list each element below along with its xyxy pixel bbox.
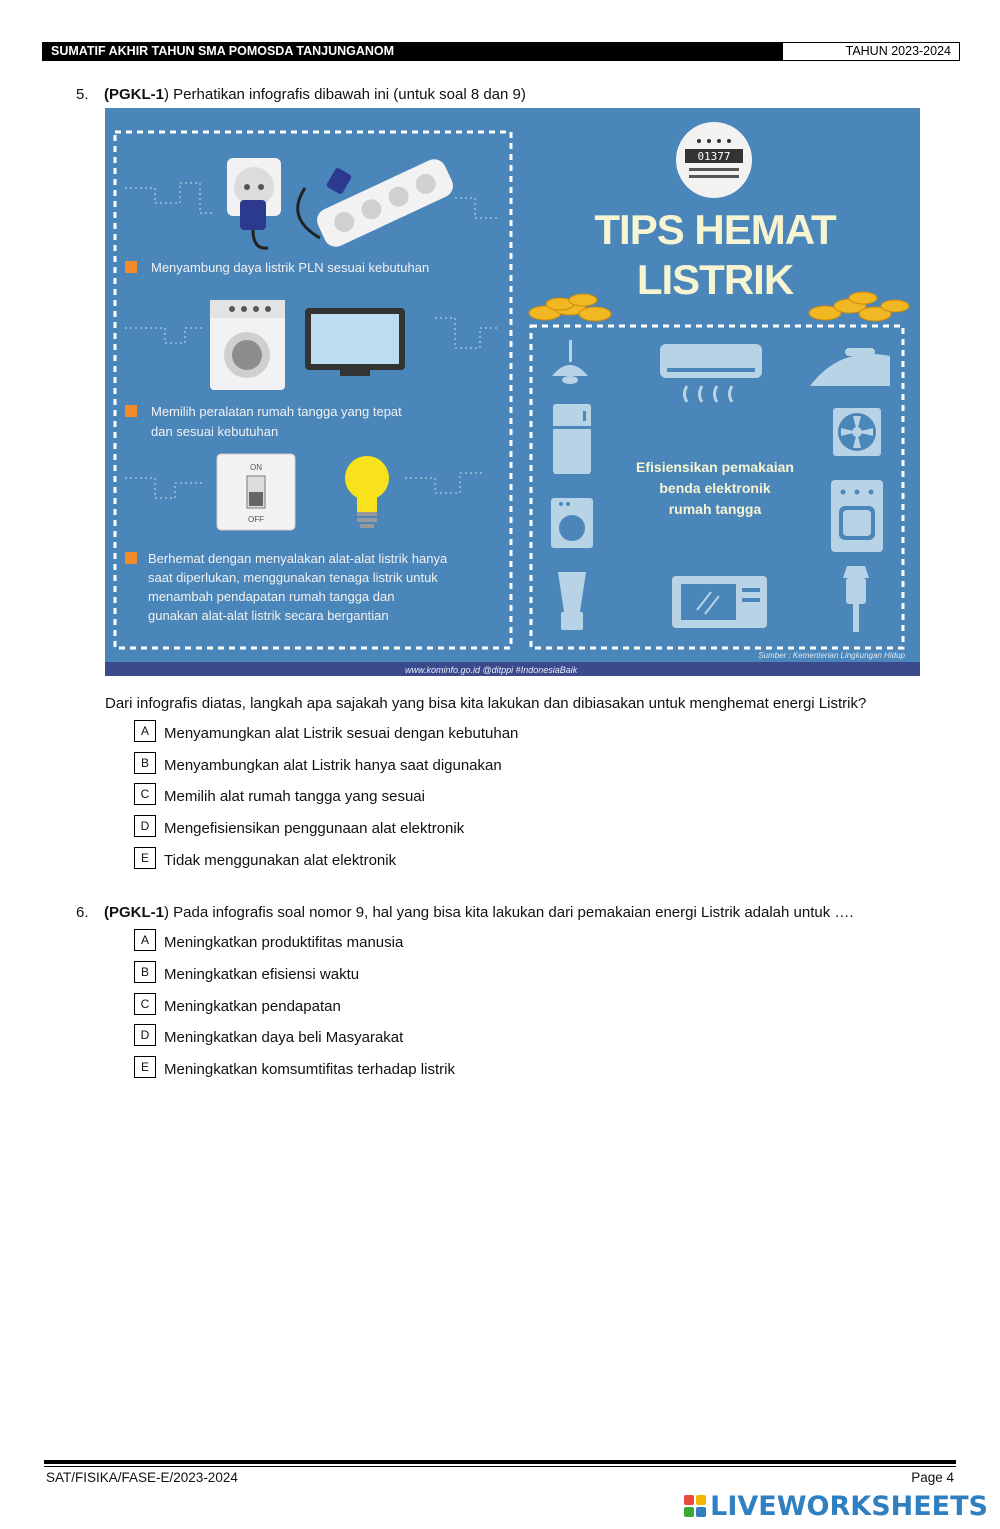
tip-2-line-1: Memilih peralatan rumah tangga yang tepat [151, 404, 402, 419]
question-6-stem [76, 903, 854, 923]
q5-option-d-box[interactable]: D [134, 815, 156, 837]
header-year: TAHUN 2023-2024 [783, 43, 959, 60]
q5-option-a[interactable] [134, 720, 518, 744]
television-icon [305, 308, 405, 376]
q6-option-c-box[interactable]: C [134, 993, 156, 1015]
footer-rule-thin [44, 1466, 956, 1467]
q5-option-b-text: Menyambungkan alat Listrik hanya saat digunakan [164, 757, 502, 774]
q6-option-d-box[interactable]: D [134, 1024, 156, 1046]
efficiency-line-2: benda elektronik [659, 480, 771, 496]
tip-3-line-1: Berhemat dengan menyalakan alat-alat listrik hanya [148, 551, 448, 566]
washing-machine-small-icon [551, 498, 593, 548]
liveworksheets-wordmark: LIVEWORKSHEETS [710, 1490, 988, 1522]
credit-text: www.kominfo.go.id @ditppi #IndonesiaBaik [405, 665, 578, 675]
page-header [42, 42, 960, 61]
q5-option-e-box[interactable]: E [134, 847, 156, 869]
q6-option-e-box[interactable]: E [134, 1056, 156, 1078]
q6-option-e-text: Meningkatkan komsumtifitas terhadap listrik [164, 1061, 455, 1078]
tip-1-text: Menyambung daya listrik PLN sesuai kebutuhan [151, 260, 430, 275]
question-code: (PGKL-1 [104, 904, 164, 921]
q5-option-a-text: Menyamungkan alat Listrik sesuai dengan kebutuhan [164, 725, 519, 742]
q5-option-d-text: Mengefisiensikan penggunaan alat elektronik [164, 820, 465, 837]
question-code: (PGKL-1 [104, 86, 164, 103]
question-text: ) Pada infografis soal nomor 9, hal yang bisa kita lakukan dari pemakaian energi Listrik adalah untuk …. [164, 904, 854, 921]
infographic-title-line-1: TIPS HEMAT [594, 206, 836, 253]
tip-3-line-4: gunakan alat-alat listrik secara bergantian [148, 608, 389, 623]
question-number: 5. [76, 86, 89, 103]
q6-option-e[interactable] [134, 1056, 455, 1080]
q5-option-b[interactable] [134, 752, 502, 776]
q5-option-a-box[interactable]: A [134, 720, 156, 742]
efficiency-line-1: Efisiensikan pemakaian [636, 459, 794, 475]
infographic-title-line-2: LISTRIK [636, 256, 794, 303]
tip-2-line-2: dan sesuai kebutuhan [151, 424, 279, 439]
q6-option-b-text: Meningkatkan efisiensi waktu [164, 966, 360, 983]
q5-option-c-box[interactable]: C [134, 783, 156, 805]
q6-option-a-text: Meningkatkan produktifitas manusia [164, 934, 404, 951]
efficiency-line-3: rumah tangga [668, 501, 762, 517]
question-5-stem [76, 85, 526, 105]
q6-option-a[interactable] [134, 929, 403, 953]
light-switch-icon [217, 454, 295, 530]
q6-option-c[interactable] [134, 993, 341, 1017]
microwave-icon [672, 576, 767, 628]
washing-machine-icon [210, 300, 285, 390]
liveworksheets-logo-icon [684, 1495, 706, 1517]
refrigerator-icon [553, 404, 591, 474]
q5-option-e[interactable] [134, 847, 396, 871]
electric-meter-icon [676, 122, 752, 198]
tip-3-line-2: saat diperlukan, menggunakan tenaga listrik untuk [148, 570, 438, 585]
footer-code: SAT/FISIKA/FASE-E/2023-2024 [46, 1470, 238, 1485]
q6-option-b[interactable] [134, 961, 359, 985]
q5-option-c[interactable] [134, 783, 425, 807]
footer-rule-thick [44, 1460, 956, 1464]
q6-option-c-text: Meningkatkan pendapatan [164, 998, 341, 1015]
header-school-title: SUMATIF AKHIR TAHUN SMA POMOSDA TANJUNGANOM [43, 43, 783, 60]
tip-3-line-3: menambah pendapatan rumah tangga dan [148, 589, 395, 604]
infographic-tips-hemat-listrik [105, 108, 920, 676]
fan-icon [833, 408, 881, 456]
footer-page-number: Page 4 [911, 1470, 954, 1485]
source-text: Sumber : Kementerian Lingkungan Hidup [758, 651, 905, 660]
liveworksheets-brand[interactable] [684, 1490, 988, 1522]
q5-option-b-box[interactable]: B [134, 752, 156, 774]
switch-off-label: OFF [248, 515, 264, 524]
meter-reading: 01377 [697, 150, 731, 163]
stove-oven-icon [831, 480, 883, 552]
q6-option-d-text: Meningkatkan daya beli Masyarakat [164, 1029, 404, 1046]
q5-option-d[interactable] [134, 815, 464, 839]
q6-option-d[interactable] [134, 1024, 403, 1048]
question-5-prompt: Dari infografis diatas, langkah apa sajakah yang bisa kita lakukan dan dibiasakan untuk menghemat energi Listrik? [105, 695, 867, 712]
q5-option-e-text: Tidak menggunakan alat elektronik [164, 852, 397, 869]
switch-on-label: ON [250, 463, 262, 472]
question-number: 6. [76, 904, 89, 921]
q6-option-a-box[interactable]: A [134, 929, 156, 951]
question-text: ) Perhatikan infografis dibawah ini (untuk soal 8 dan 9) [164, 86, 526, 103]
q5-option-c-text: Memilih alat rumah tangga yang sesuai [164, 788, 425, 805]
q6-option-b-box[interactable]: B [134, 961, 156, 983]
